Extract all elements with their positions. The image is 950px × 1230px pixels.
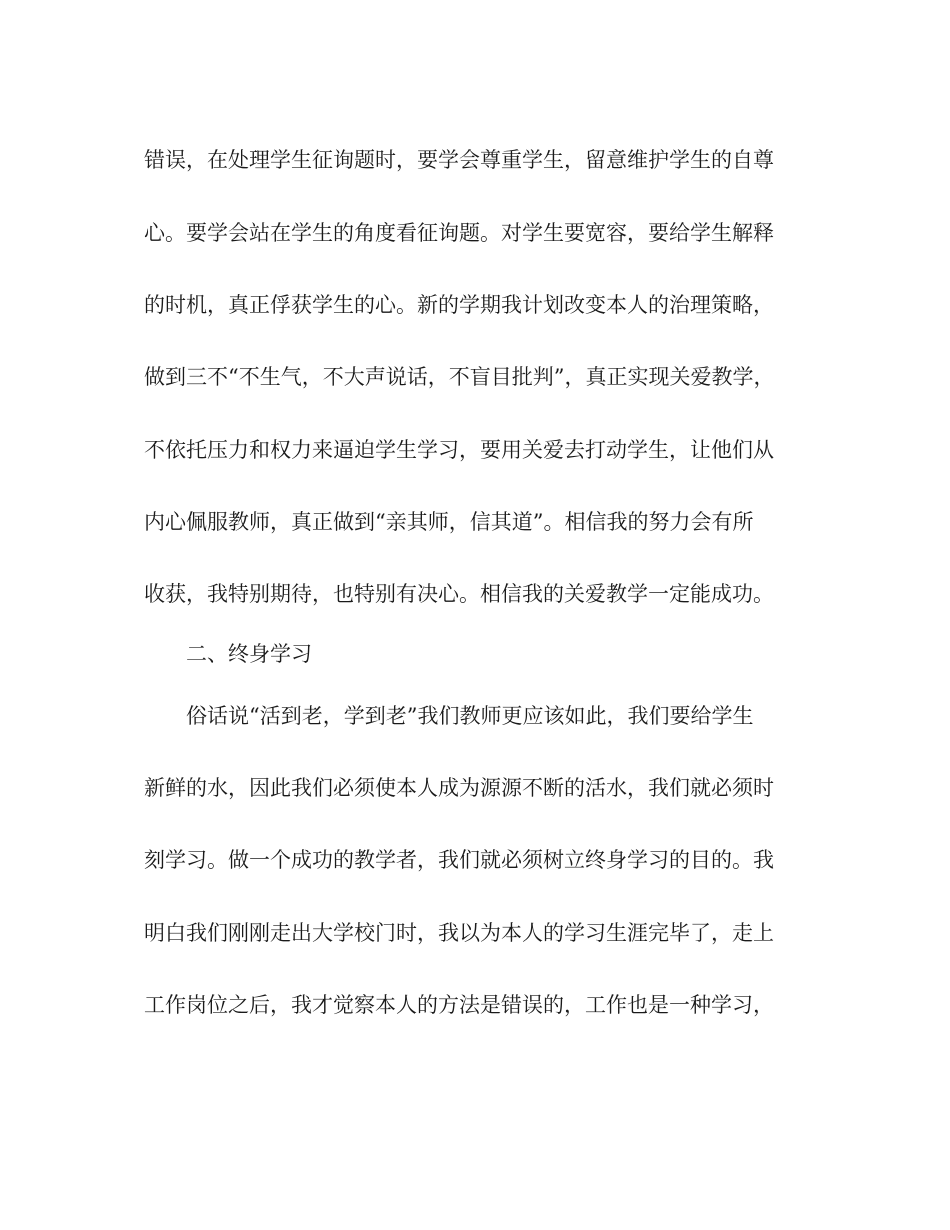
text-line: 心。要学会站在学生的角度看征询题。对学生要宽容，要给学生解释: [144, 221, 774, 245]
text-line: 刻学习。做一个成功的教学者，我们就必须树立终身学习的目的。我: [144, 848, 774, 872]
text-line: 收获，我特别期待，也特别有决心。相信我的关爱教学一定能成功。: [144, 582, 774, 606]
text-line: 错误，在处理学生征询题时，要学会尊重学生，留意维护学生的自尊: [144, 148, 774, 172]
text-line: 工作岗位之后，我才觉察本人的方法是错误的，工作也是一种学习，: [144, 993, 774, 1017]
text-line: 内心佩服教师，真正做到“亲其师，信其道”。相信我的努力会有所: [144, 510, 754, 534]
text-line: 新鲜的水，因此我们必须使本人成为源源不断的活水，我们就必须时: [144, 776, 774, 800]
text-line: 做到三不“不生气，不大声说话，不盲目批判”，真正实现关爱教学，: [144, 365, 775, 389]
text-line: 的时机，真正俘获学生的心。新的学期我计划改变本人的治理策略，: [144, 293, 774, 317]
text-line: 明白我们刚刚走出大学校门时，我以为本人的学习生涯完毕了，走上: [144, 921, 774, 945]
text-line: 不依托压力和权力来逼迫学生学习，要用关爱去打动学生，让他们从: [144, 438, 774, 462]
section-heading: 二、终身学习: [186, 642, 312, 666]
text-line: 俗话说“活到老，学到老”我们教师更应该如此，我们要给学生: [186, 704, 754, 728]
